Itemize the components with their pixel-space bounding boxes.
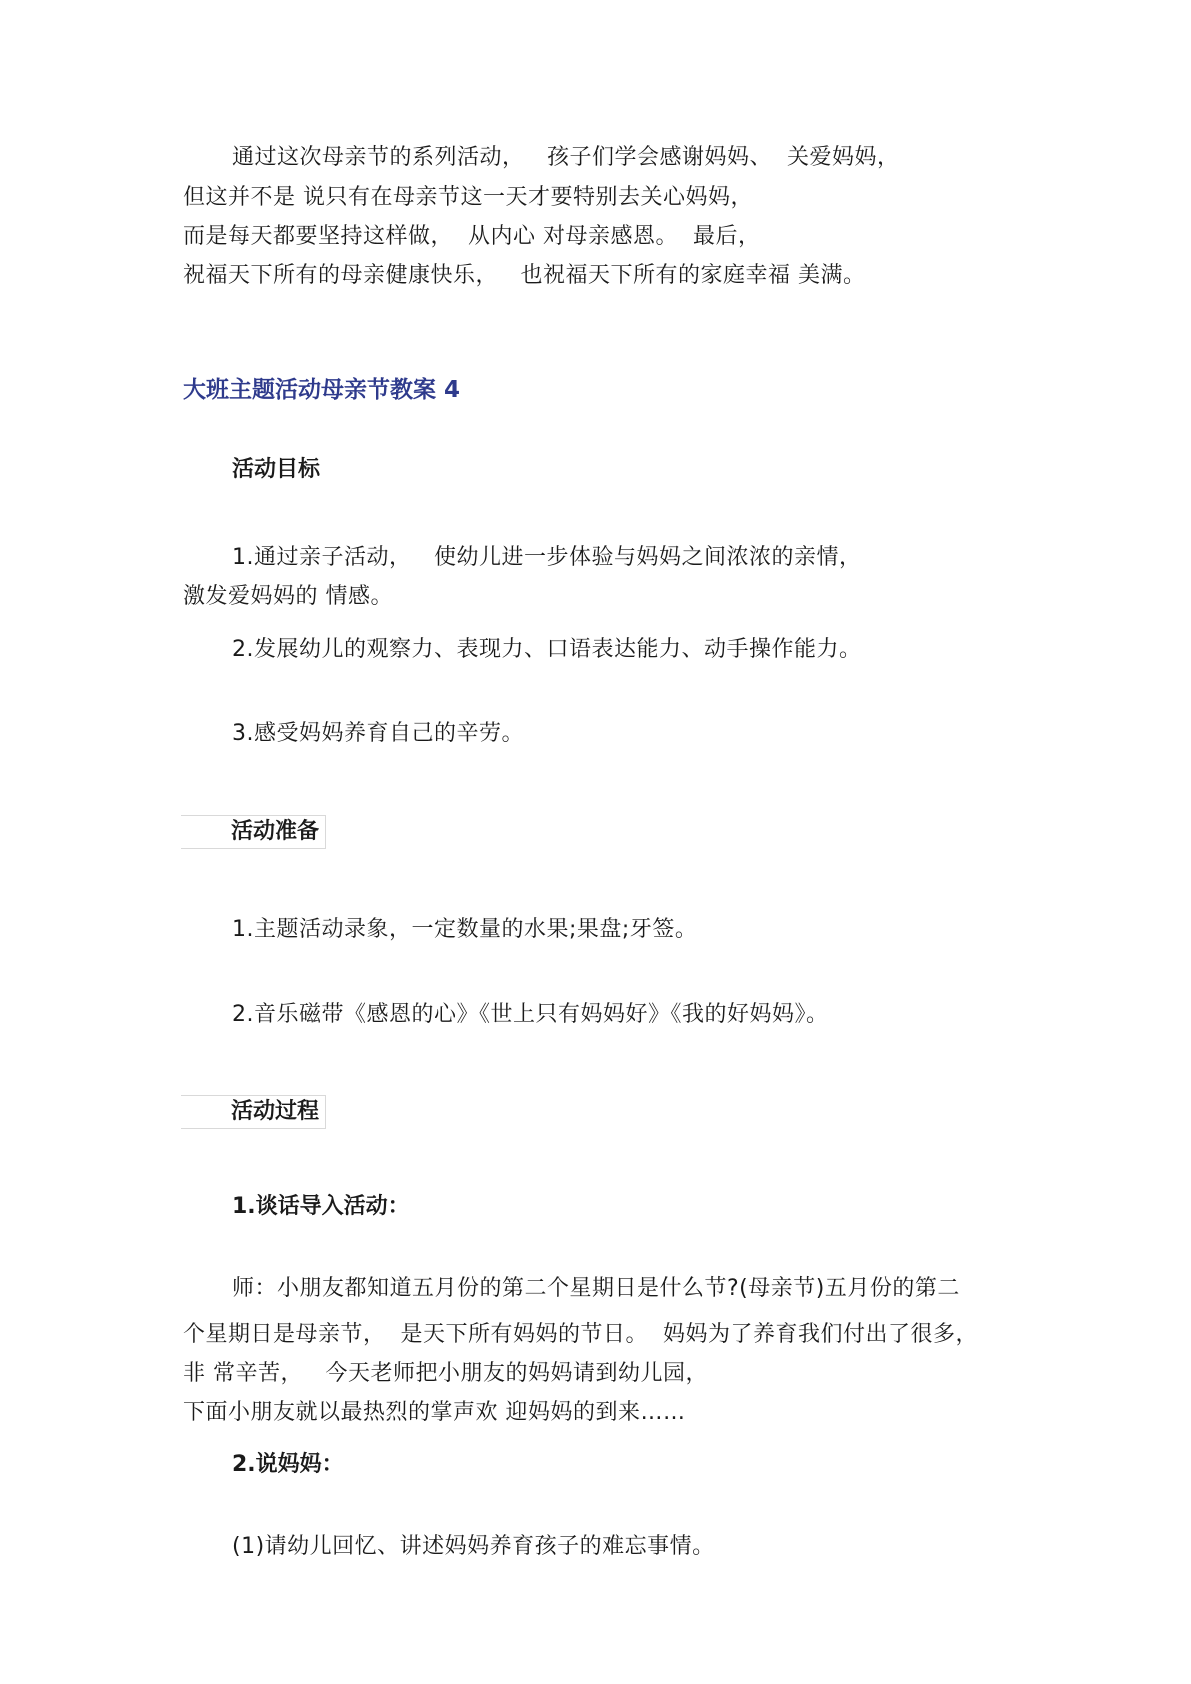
goal-2: 2.发展幼儿的观察力、表现力、口语表达能力、动手操作能力。	[232, 637, 862, 662]
process-heading-box	[181, 1095, 326, 1129]
step-1-line-2: 个星期日是母亲节， 是天下所有妈妈的节日。 妈妈为了养育我们付出了很多，	[183, 1322, 978, 1347]
step-1-line-4: 下面小朋友就以最热烈的掌声欢 迎妈妈的到来……	[183, 1400, 686, 1425]
goal-3: 3.感受妈妈养育自己的辛劳。	[232, 721, 524, 746]
intro-line-2: 但这并不是 说只有在母亲节这一天才要特别去关心妈妈，	[183, 185, 753, 210]
preparation-heading-box	[181, 815, 326, 849]
step-1-line-3: 非 常辛苦， 今天老师把小朋友的妈妈请到幼儿园，	[183, 1361, 708, 1386]
preparation-heading: 活动准备	[231, 819, 320, 844]
process-heading: 活动过程	[231, 1099, 320, 1124]
goal-1-line-2: 激发爱妈妈的 情感。	[183, 584, 393, 609]
intro-line-3: 而是每天都要坚持这样做， 从内心 对母亲感恩。 最后，	[183, 224, 761, 249]
intro-line-4: 祝福天下所有的母亲健康快乐， 也祝福天下所有的家庭幸福 美满。	[183, 263, 866, 288]
section-title: 大班主题活动母亲节教案 4	[183, 377, 461, 403]
goal-1-line-1: 1.通过亲子活动， 使幼儿进一步体验与妈妈之间浓浓的亲情，	[232, 545, 862, 570]
intro-line-1: 通过这次母亲节的系列活动， 孩子们学会感谢妈妈、 关爱妈妈，	[232, 145, 900, 170]
step-2-item-1: (1)请幼儿回忆、讲述妈妈养育孩子的难忘事情。	[232, 1534, 715, 1559]
preparation-item-1: 1.主题活动录象，一定数量的水果;果盘;牙签。	[232, 917, 698, 942]
step-1-line-1: 师：小朋友都知道五月份的第二个星期日是什么节?(母亲节)五月份的第二	[232, 1276, 960, 1301]
preparation-item-2: 2.音乐磁带《感恩的心》《世上只有妈妈好》《我的好妈妈》。	[232, 1002, 829, 1027]
goals-heading: 活动目标	[232, 457, 321, 482]
step-1-heading: 1.谈话导入活动：	[232, 1194, 410, 1219]
step-2-heading: 2.说妈妈：	[232, 1452, 344, 1477]
